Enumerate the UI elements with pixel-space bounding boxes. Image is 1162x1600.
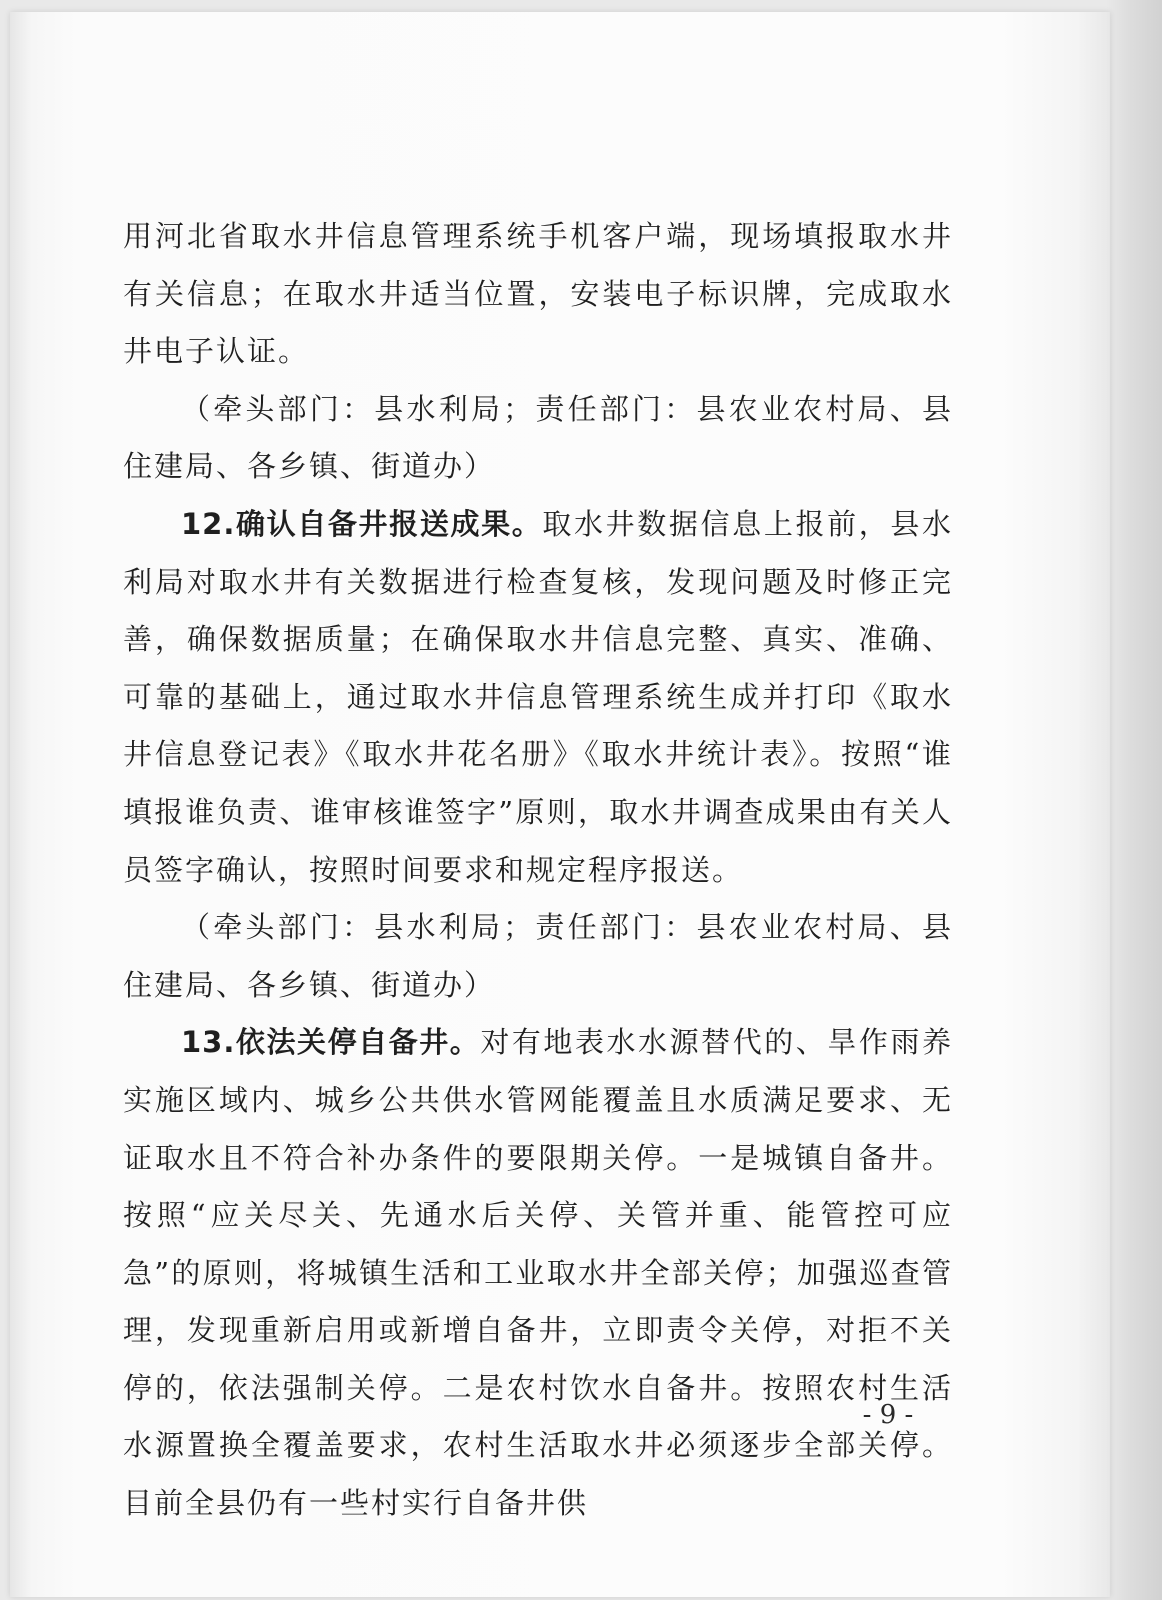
responsible-departments-note: （牵头部门：县水利局；责任部门：县农业农村局、县住建局、各乡镇、街道办） (123, 391, 953, 484)
document-body (123, 208, 953, 1533)
section-text: 对有地表水水源替代的、旱作雨养实施区域内、城乡公共供水管网能覆盖且水质满足要求、无证取水且不符合补办条件的要限期关停。一是城镇自备井。按照“应关尽关、先通水后关停、关管并重、能管控可应急”的原则，将城镇生活和工业取水井全部关停；加强巡查管理，发现重新启用或新增自备井，立即责令关停，对拒不关停的，依法强制关停。二是农村饮水自备井。按照农村生活水源置换全覆盖要求，农村生活取水井必须逐步全部关停。目前全县仍有一些村实行自备井供 (123, 1025, 953, 1521)
page-number: - 9 - (862, 1400, 914, 1430)
section-heading: 13.依法关停自备井。 (181, 1025, 481, 1060)
page-edge-shadow (1106, 0, 1162, 1600)
section-heading: 12.确认自备井报送成果。 (181, 506, 543, 541)
paragraph-continuation: 用河北省取水井信息管理系统手机客户端，现场填报取水井有关信息；在取水井适当位置，安装电子标识牌，完成取水井电子认证。 (123, 219, 953, 369)
responsible-departments-note: （牵头部门：县水利局；责任部门：县农业农村局、县住建局、各乡镇、街道办） (123, 910, 953, 1002)
section-paragraph (123, 1014, 953, 1532)
section-text: 取水井数据信息上报前，县水利局对取水井有关数据进行检查复核，发现问题及时修正完善，确保数据质量；在确保取水井信息完整、真实、准确、可靠的基础上，通过取水井信息管理系统生成并打印《取水井信息登记表》《取水井花名册》《取水井统计表》。按照“谁填报谁负责、谁审核谁签字”原则，取水井调查成果由有关人员签字确认，按照时间要求和规定程序报送。 (123, 506, 953, 887)
section-paragraph (123, 496, 953, 899)
